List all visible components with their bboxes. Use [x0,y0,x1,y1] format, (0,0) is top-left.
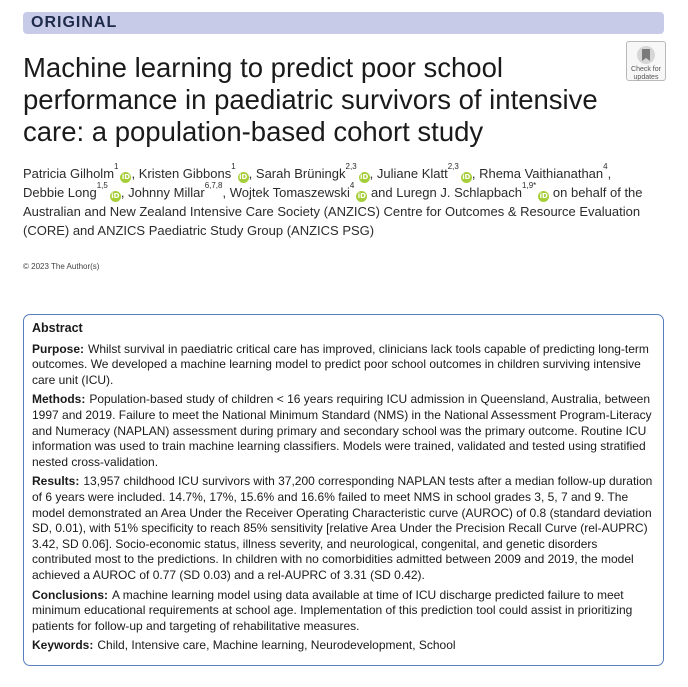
abstract-heading: Abstract [32,321,83,335]
author-list [23,164,653,240]
section-text: Whilst survival in paediatric critical care has improved, clinicians lack tools capable of predicting long-term outcomes. We developed a machine learning model to predict poor school outcomes in children surviving intensive care unit (ICU). [32,341,649,387]
author[interactable] [376,162,472,181]
section-label: Methods: [32,392,86,407]
author-affiliation: 1 [231,162,236,171]
article-type-label: ORIGINAL [31,14,118,31]
author-separator: , [471,166,480,181]
author-affiliation: 4 [349,181,355,190]
author-name: Johnny Millar [128,185,205,200]
abstract-conclusions [32,588,657,635]
section-text: 13,957 childhood ICU survivors with 37,200 corresponding NAPLAN tests after a median follow-up duration of 6 years were included. 14.7%, 17%, 15.6% and 16.6% failed to meet NMS in school grades 3, 5, 7 and 9. The model demonstrated an Area Under the Receiver Operating Characteristic curve (AUROC) of 0.8 (standard deviation SD, 0.01), with 51% specificity to reach 85% sensitivity [relative Area Under the Precision Recall Curve (rel-AUPRC) 3.42, SD 0.06]. Socio-economic status, illness severity, and neurological, congenital, and genetic disorders contributed most to the predictions. In children with no comorbidities admitted between 2009 and 2019, the model achieved a AUROC of 0.77 (SD 0.03) and a rel-AUPRC of 3.31 (SD 0.42). [32,474,653,582]
author-name: Patricia Gilholm [23,166,115,181]
author-affiliation: 2,3 [345,162,357,171]
author[interactable] [255,162,370,181]
section-text: Population-based study of children < 16 years requiring ICU admission in Queensland, Australia, between 1997 and 2019. Failure to meet the National Minimum Standard (NMS) in the National Assessment Program-Literacy and Numeracy (NAPLAN) assessment during primary and secondary school was the primary outcome. Routine ICU information was used to train machine learning classifiers. Models were trained, validated and tested using stratified nested cross-validation. [32,392,652,469]
bookmark-icon [636,45,656,65]
author-separator: , [120,185,129,200]
abstract-purpose [32,342,657,389]
author-name: Luregn J. Schlapbach [396,185,523,200]
author[interactable] [138,162,249,181]
check-for-updates-badge[interactable] [626,41,666,81]
abstract-keywords [32,638,657,654]
author-separator: , [607,166,612,181]
author-affiliation: 4 [603,162,608,171]
article-type-banner [23,12,664,34]
author-separator: , [369,166,377,181]
author-name: Juliane Klatt [376,166,448,181]
authors-suffix: on behalf of the Australian and New Zealand Intensive Care Society (ANZICS) Centre for Outcomes & Resource Evaluation (CORE) and ANZICS Paediatric Study Group (ANZICS PSG) [23,185,643,238]
copyright-notice: © 2023 The Author(s) [23,262,100,271]
author-separator: , [222,185,230,200]
author-affiliation: 1,9* [522,181,537,190]
author-name: Kristen Gibbons [138,166,232,181]
section-label: Keywords: [32,638,94,653]
badge-line-2: updates [633,74,659,81]
article-title: Machine learning to predict poor school performance in paediatric survivors of intensive care: a population-based cohort study [23,52,598,147]
author-affiliation: 2,3 [447,162,459,171]
author[interactable] [23,181,121,200]
author[interactable] [229,181,368,200]
author[interactable] [479,162,608,181]
orcid-icon[interactable]: iD [357,192,366,200]
abstract-box [23,314,664,666]
author[interactable] [128,181,223,200]
orcid-icon[interactable]: iD [111,192,120,200]
author-name: Debbie Long [23,185,97,200]
author[interactable] [23,162,131,181]
badge-line-1: Check for [631,66,661,73]
section-text: A machine learning model using data available at time of ICU discharge predicted failure to meet minimum educational requirements at school age. Implementation of this prediction tool could assist in prioritizing patients for follow-up and targeting of rehabilitative measures. [32,587,633,633]
orcid-icon[interactable]: iD [121,173,131,181]
section-text: Child, Intensive care, Machine learning, Neurodevelopment, School [97,638,456,653]
section-label: Purpose: [32,341,85,356]
abstract-results [32,474,657,583]
author-separator: and [367,185,397,200]
orcid-icon[interactable]: iD [462,173,471,181]
author-name: Sarah Brüningk [255,166,346,181]
author-affiliation: 6,7,8 [204,181,223,190]
orcid-icon[interactable]: iD [539,192,548,200]
author-name: Rhema Vaithianathan [479,166,604,181]
author-affiliation: 1 [114,162,119,171]
author-separator: , [248,166,256,181]
author-affiliation: 1,5 [96,181,108,190]
section-label: Conclusions: [32,587,109,602]
author[interactable] [396,181,549,200]
author-separator: , [131,166,139,181]
orcid-icon[interactable]: iD [360,173,369,181]
section-label: Results: [32,474,80,489]
abstract-methods [32,392,657,470]
author-name: Wojtek Tomaszewski [229,185,350,200]
orcid-icon[interactable]: iD [239,173,248,181]
